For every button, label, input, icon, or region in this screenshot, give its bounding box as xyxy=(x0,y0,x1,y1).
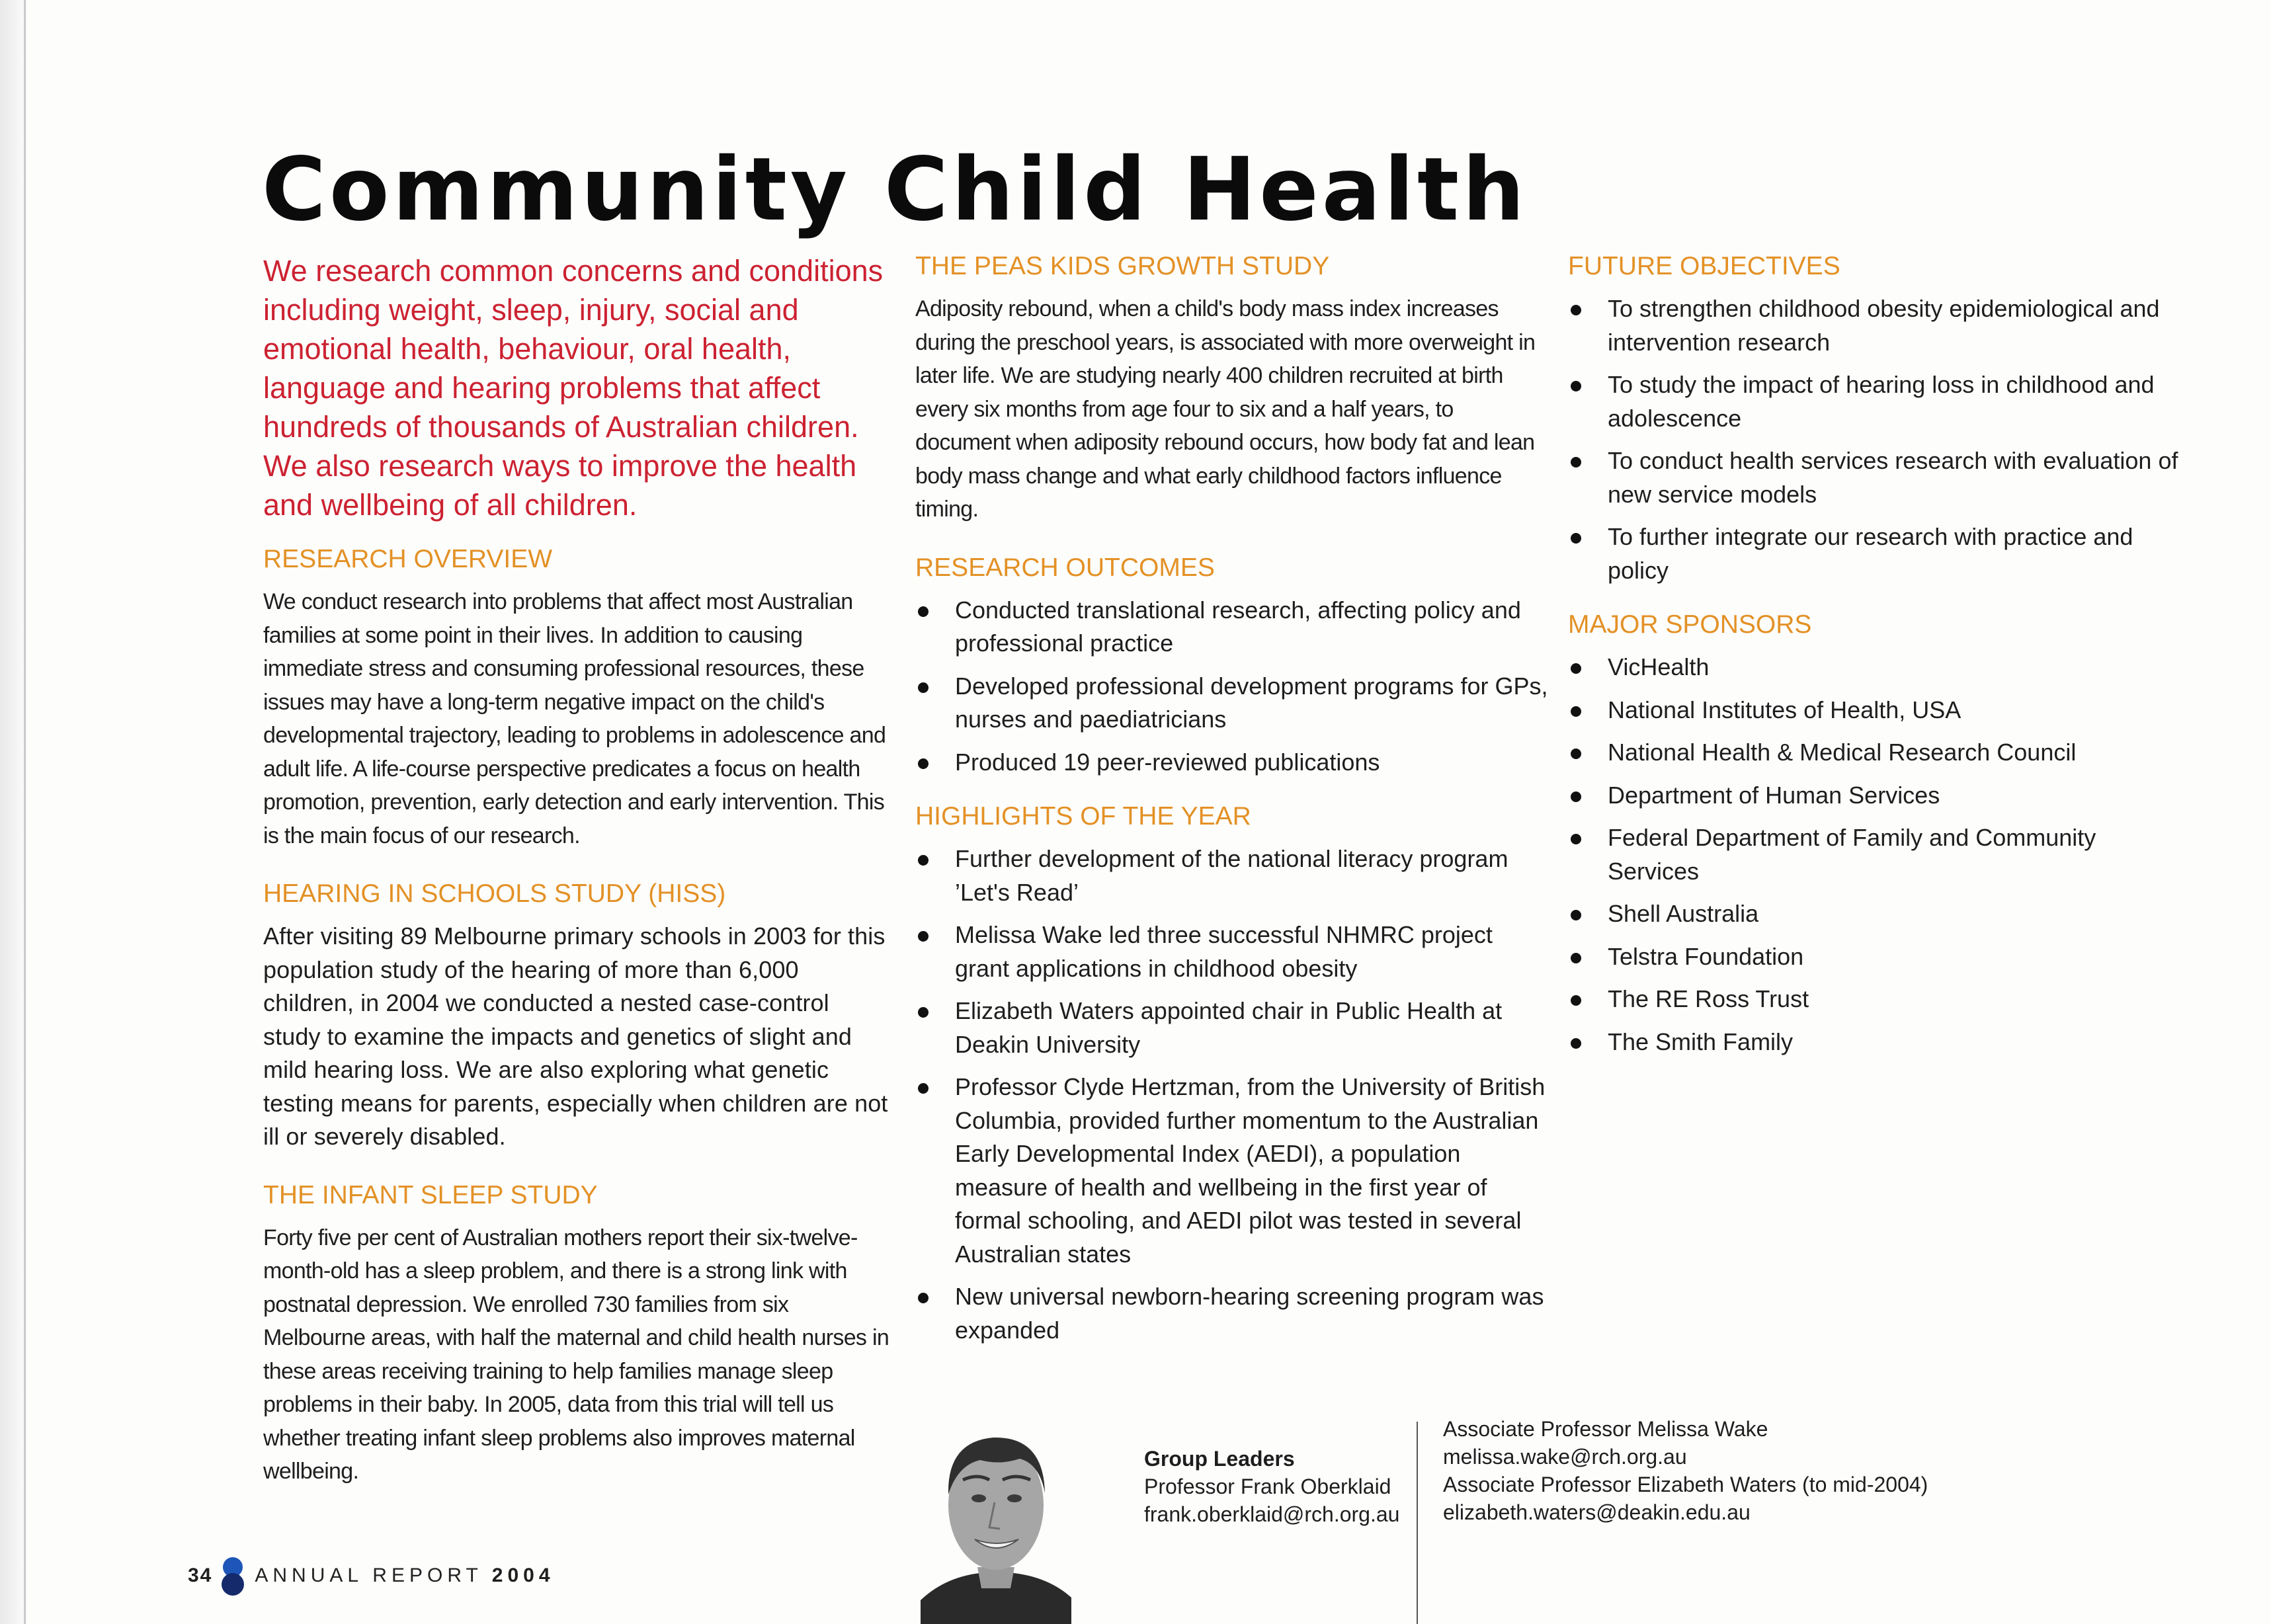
list-item: The Smith Family xyxy=(1568,1026,2190,1059)
list-item: To conduct health services research with evaluation of new service models xyxy=(1568,444,2190,511)
outcomes-heading: RESEARCH OUTCOMES xyxy=(915,553,1215,582)
group-leaders-block xyxy=(1144,1445,1399,1528)
group-leaders-list xyxy=(1443,1415,1928,1526)
page-title: Community Child Health xyxy=(262,139,1528,241)
list-item: Professor Clyde Hertzman, from the University of British Columbia, provided further momentum to the Australian Early Developmental Index (AEDI), a population measure of health and wellbeing in the first year of formal schooling, and AEDI pilot was tested in several Australian states xyxy=(915,1071,1550,1271)
report-year: 2004 xyxy=(491,1564,555,1586)
hiss-text: After visiting 89 Melbourne primary schools in 2003 for this population study of the hearing of more than 6,000 children, in 2004 we conducted a nested case-control study to examine the impacts and genetics of slight and mild hearing loss. We are also exploring what genetic testing means for parents, especially when children are not ill or severely disabled. xyxy=(263,922,888,1150)
page-number: 34 xyxy=(188,1564,213,1586)
sponsors-list xyxy=(1568,651,2190,1059)
infant-sleep-heading: THE INFANT SLEEP STUDY xyxy=(263,1180,598,1209)
list-item: New universal newborn-hearing screening program was expanded xyxy=(915,1280,1550,1347)
list-item: Developed professional development programs for GPs, nurses and paediatricians xyxy=(915,670,1550,737)
leader2-name: Associate Professor Melissa Wake xyxy=(1443,1417,1768,1441)
leader3-name: Associate Professor Elizabeth Waters (to mid-2004) xyxy=(1443,1473,1928,1496)
list-item: National Institutes of Health, USA xyxy=(1568,694,2190,727)
list-item: To strengthen childhood obesity epidemiological and intervention research xyxy=(1568,292,2190,359)
list-item: Telstra Foundation xyxy=(1568,940,2190,974)
list-item: Federal Department of Family and Community Services xyxy=(1568,821,2190,888)
list-item: To further integrate our research with practice and policy xyxy=(1568,520,2190,587)
peas-heading: THE PEAS KIDS GROWTH STUDY xyxy=(915,252,1330,280)
list-item: Department of Human Services xyxy=(1568,779,2190,813)
list-item: Produced 19 peer-reviewed publications xyxy=(915,746,1550,780)
intro-text: We research common concerns and conditions including weight, sleep, injury, social and emotional health, behaviour, oral health, language and hearing problems that affect hundreds of thousands of Australian children. We also research ways to improve the health and wellbeing of all children. xyxy=(263,254,884,522)
report-logo-icon xyxy=(219,1554,247,1598)
highlights-list xyxy=(915,842,1550,1347)
list-item: VicHealth xyxy=(1568,651,2190,684)
sponsors-heading: MAJOR SPONSORS xyxy=(1568,610,1812,639)
column-middle xyxy=(915,251,1550,1369)
page-binding-line xyxy=(24,0,26,1624)
report-title: ANNUAL REPORT xyxy=(255,1564,483,1586)
outcomes-list xyxy=(915,594,1550,780)
list-item: Elizabeth Waters appointed chair in Public Health at Deakin University xyxy=(915,995,1550,1061)
leader2-email: melissa.wake@rch.org.au xyxy=(1443,1445,1687,1469)
column-right xyxy=(1568,251,2190,1081)
leader1-name: Professor Frank Oberklaid xyxy=(1144,1475,1391,1498)
leader3-email: elizabeth.waters@deakin.edu.au xyxy=(1443,1500,1751,1524)
list-item: Conducted translational research, affecting policy and professional practice xyxy=(915,594,1550,661)
group-leaders-label: Group Leaders xyxy=(1144,1447,1295,1471)
list-item: Shell Australia xyxy=(1568,897,2190,931)
leader1-email: frank.oberklaid@rch.org.au xyxy=(1144,1502,1400,1526)
list-item: National Health & Medical Research Council xyxy=(1568,736,2190,770)
list-item: Further development of the national literacy program ’Let's Read’ xyxy=(915,842,1550,909)
research-overview-text: We conduct research into problems that affect most Australian families at some point in their lives. In addition to causing immediate stress and consuming professional resources, these issues may have a long-term negative impact on the child's developmental trajectory, leading to problems in adolescence and adult life. A life-course perspective predicates a focus on health promotion, prevention, early detection and early intervention. This is the main focus of our research. xyxy=(263,589,886,848)
list-item: Melissa Wake led three successful NHMRC project grant applications in childhood obesity xyxy=(915,918,1550,985)
infant-sleep-text: Forty five per cent of Australian mothers report their six-twelve-month-old has a sleep problem, and there is a strong link with postnatal depression. We enrolled 730 families from six Melbourne areas, with half the maternal and child health nurses in these areas receiving training to help families manage sleep problems in their baby. In 2005, data from this trial will tell us whether treating infant sleep problems also improves maternal wellbeing. xyxy=(263,1225,889,1484)
list-item: The RE Ross Trust xyxy=(1568,983,2190,1016)
peas-text: Adiposity rebound, when a child's body mass index increases during the preschool years, is associated with more overweight in later life. We are studying nearly 400 children recruited at birth every six months from age four to six and a half years, to document when adiposity rebound occurs, how body fat and lean body mass change and what early childhood factors influence timing. xyxy=(915,296,1536,522)
leaders-divider xyxy=(1417,1422,1418,1624)
research-overview-heading: RESEARCH OVERVIEW xyxy=(263,545,553,573)
column-left xyxy=(263,251,891,1515)
page-footer xyxy=(188,1553,555,1599)
future-objectives-heading: FUTURE OBJECTIVES xyxy=(1568,252,1840,280)
list-item: To study the impact of hearing loss in childhood and adolescence xyxy=(1568,368,2190,435)
future-objectives-list xyxy=(1568,292,2190,587)
leader-portrait-photo xyxy=(921,1402,1071,1624)
hiss-heading: HEARING IN SCHOOLS STUDY (HISS) xyxy=(263,879,726,908)
highlights-heading: HIGHLIGHTS OF THE YEAR xyxy=(915,802,1251,831)
